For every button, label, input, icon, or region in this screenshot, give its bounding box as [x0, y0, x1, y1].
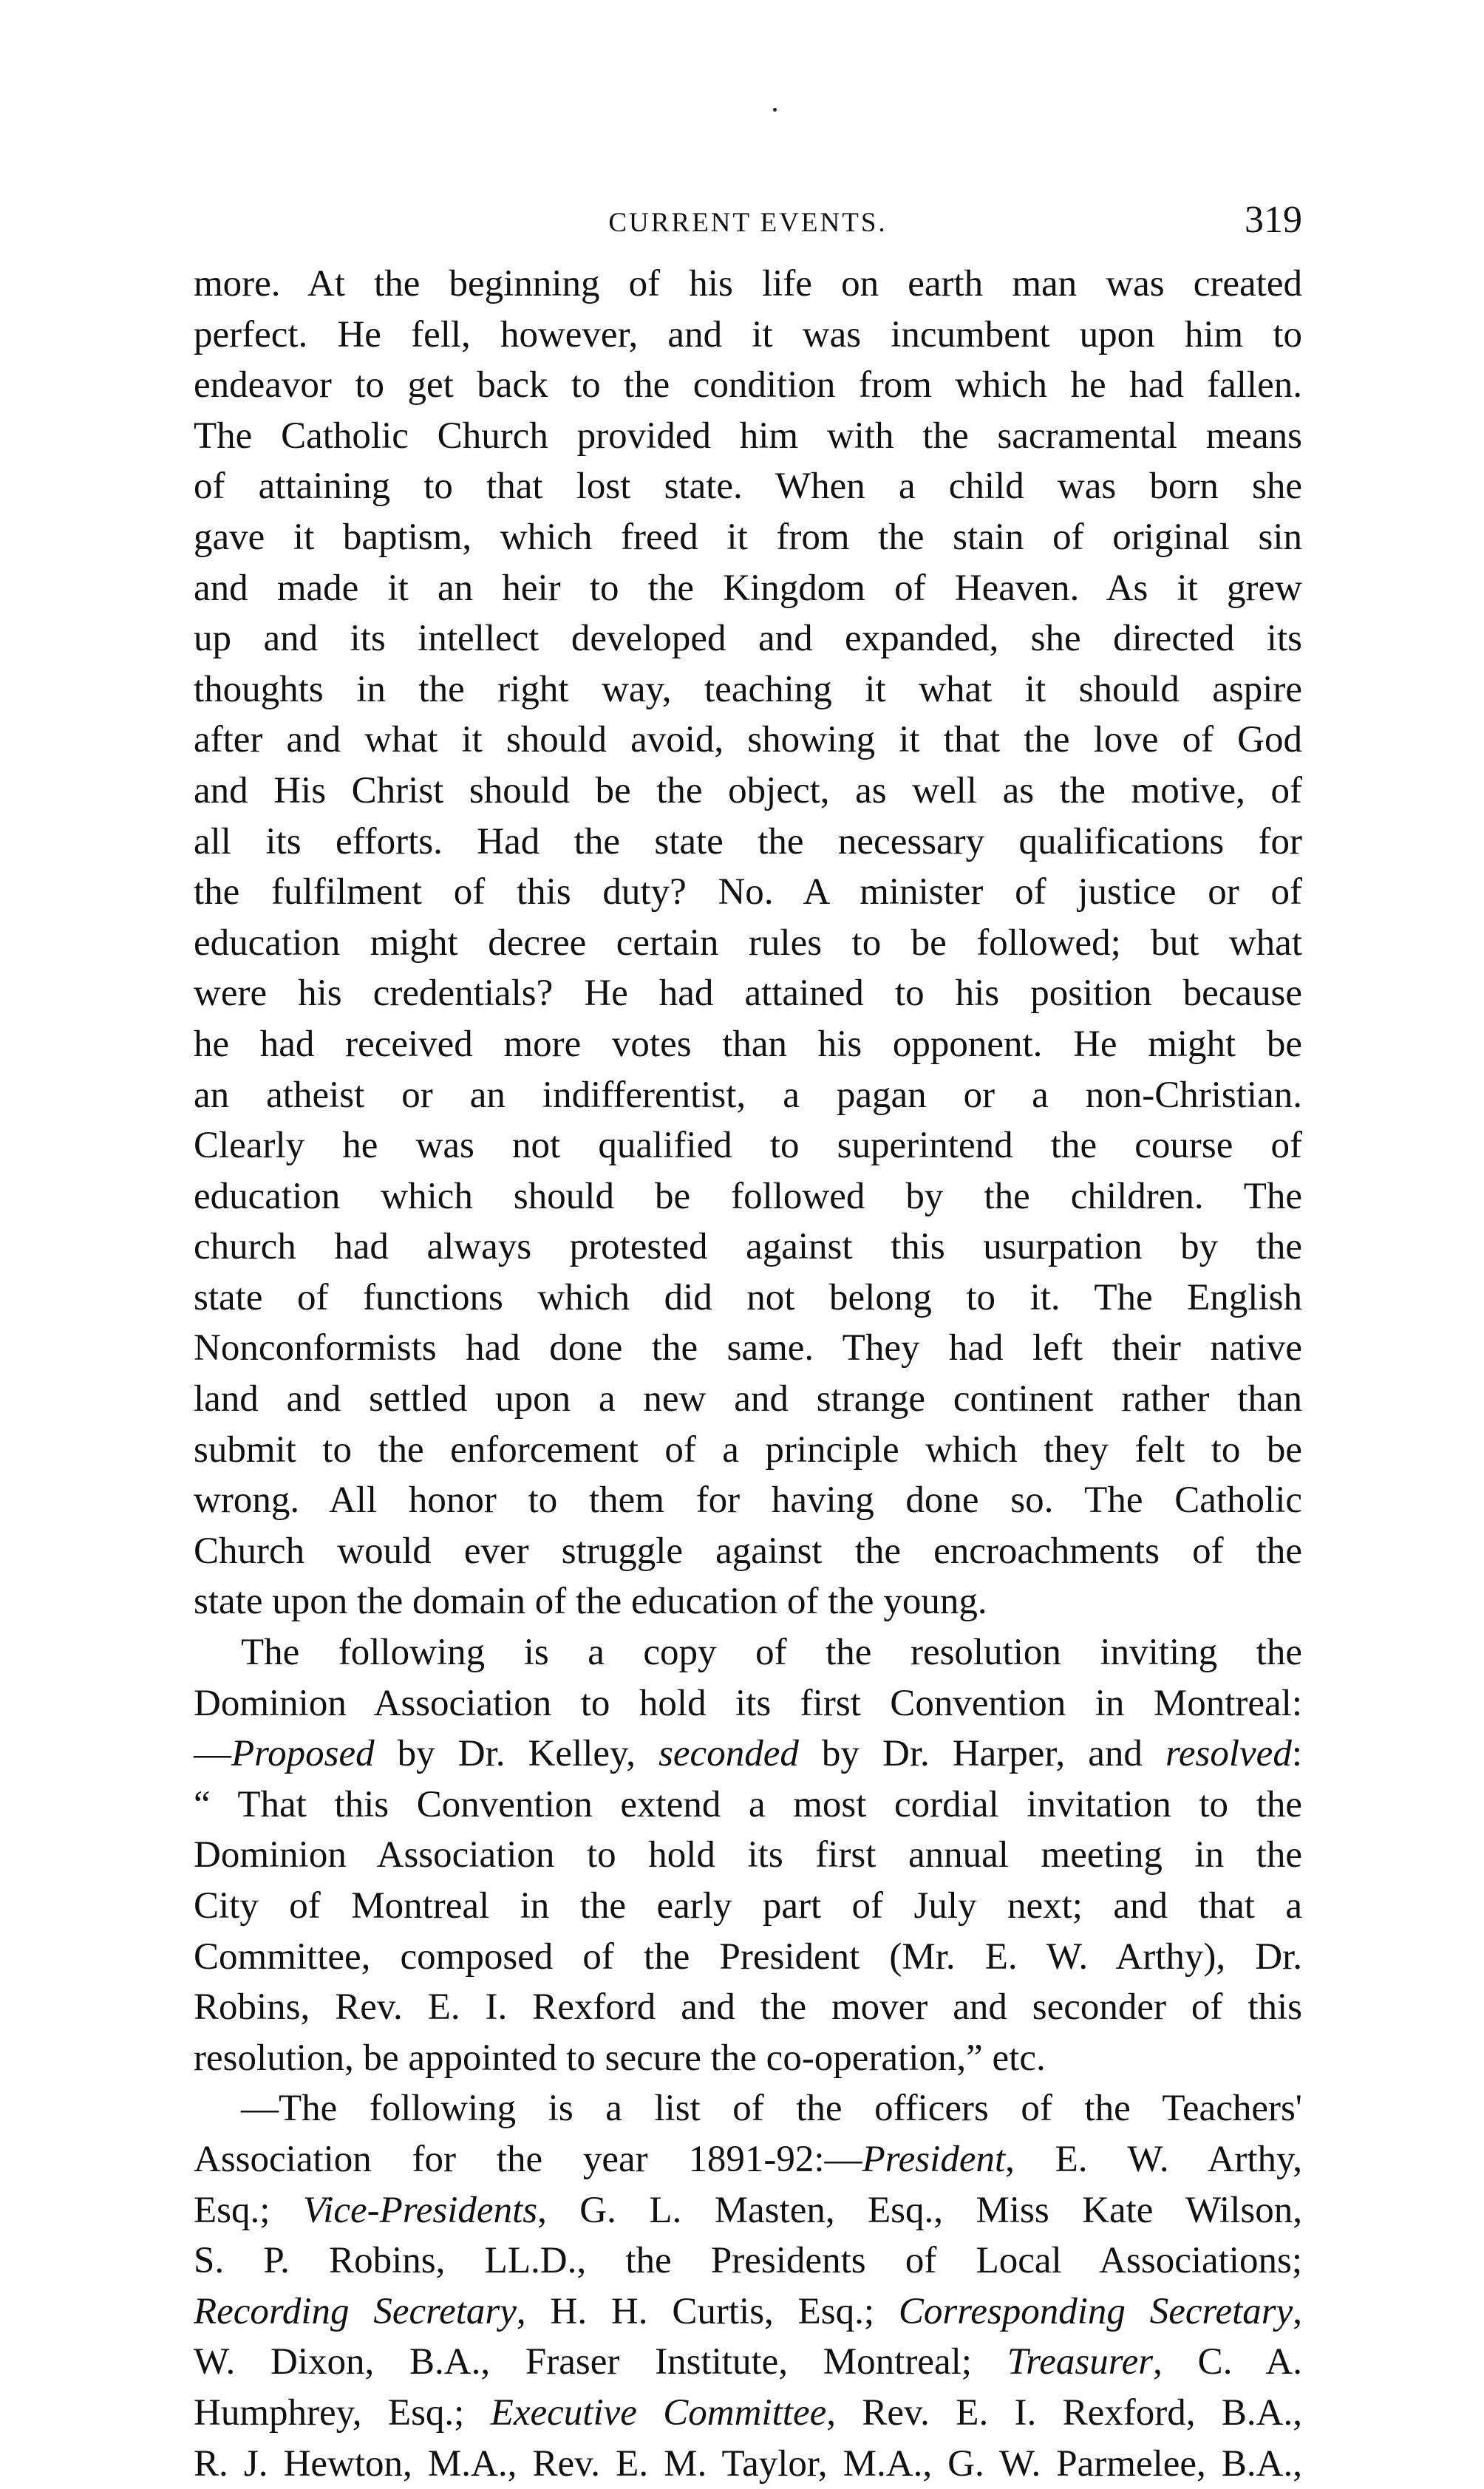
text-line: —The following is a list of the officers of the Teachers'	[241, 2088, 1302, 2130]
text-line	[194, 2185, 1302, 2236]
text-line: were his credentials? He had attained to his position because	[194, 973, 1302, 1015]
body-text	[194, 259, 1302, 2489]
text-line: after and what it should avoid, showing it that the love of God	[194, 719, 1302, 761]
text-line: endeavor to get back to the condition from which he had fallen.	[194, 364, 1302, 406]
text-line: up and its intellect developed and expanded, she directed its	[194, 618, 1302, 660]
italic-run: Recording Secretary	[194, 2290, 517, 2332]
text-run: , Rev. E. I. Rexford, B.A.,	[826, 2391, 1302, 2434]
text-line	[194, 2388, 1302, 2439]
text-line: and His Christ should be the object, as well as the motive, of	[194, 769, 1302, 811]
text-line	[194, 2134, 1302, 2185]
text-line: the fulfilment of this duty? No. A minister of justice or of	[194, 871, 1302, 913]
text-line: R. J. Hewton, M.A., Rev. E. M. Taylor, M.A., G. W. Parmelee, B.A.,	[194, 2442, 1302, 2485]
text-line: The Catholic Church provided him with the sacramental means	[194, 415, 1302, 457]
text-line: all its efforts. Had the state the necessary qualifications for	[194, 820, 1302, 862]
text-line: an atheist or an indifferentist, a pagan or a non-Christian.	[194, 1074, 1302, 1116]
text-line: state upon the domain of the education of the young.	[194, 1581, 987, 1623]
text-run: —	[194, 1733, 231, 1775]
text-run: W. Dixon, B.A., Fraser Institute, Montreal;	[194, 2341, 1007, 2383]
text-line: The following is a copy of the resolution inviting the	[241, 1632, 1302, 1674]
text-run: by Dr. Harper, and	[798, 1733, 1165, 1775]
text-line	[194, 1729, 1302, 1780]
text-line: Robins, Rev. E. I. Rexford and the mover and seconder of this	[194, 1986, 1302, 2029]
text-line: submit to the enforcement of a principle which they felt to be	[194, 1429, 1302, 1471]
text-line: “ That this Convention extend a most cordial invitation to the	[194, 1783, 1302, 1825]
italic-run: seconded	[658, 1733, 799, 1775]
text-run: ,	[1293, 2290, 1302, 2332]
italic-run: Vice-Presidents	[302, 2189, 538, 2231]
text-line: Committee, composed of the President (Mr. E. W. Arthy), Dr.	[194, 1935, 1302, 1978]
running-head	[194, 194, 1302, 253]
text-line: of attaining to that lost state. When a child was born she	[194, 466, 1302, 508]
text-line	[194, 2287, 1302, 2338]
text-line	[194, 2337, 1302, 2388]
text-run: , E. W. Arthy,	[1005, 2138, 1302, 2180]
text-run: , H. H. Curtis, Esq.;	[516, 2290, 899, 2332]
text-line: education which should be followed by the children. The	[194, 1175, 1302, 1217]
text-line: he had received more votes than his opponent. He might be	[194, 1023, 1302, 1065]
text-run: Esq.;	[194, 2189, 303, 2231]
italic-run: President	[862, 2138, 1006, 2180]
text-run: :	[1291, 1733, 1302, 1775]
text-run: Humphrey, Esq.;	[194, 2391, 491, 2434]
running-title: CURRENT EVENTS.	[608, 208, 888, 238]
text-line: perfect. He fell, however, and it was incumbent upon him to	[194, 313, 1302, 355]
italic-run: Executive Committee	[490, 2391, 827, 2434]
page-number: 319	[1245, 199, 1302, 241]
text-line: and made it an heir to the Kingdom of Heaven. As it grew	[194, 567, 1302, 609]
text-line: education might decree certain rules to be followed; but what	[194, 922, 1302, 964]
text-line: more. At the beginning of his life on earth man was created	[194, 263, 1302, 304]
text-line: Nonconformists had done the same. They had left their native	[194, 1327, 1302, 1369]
printer-mark	[773, 108, 777, 112]
text-line: church had always protested against this usurpation by the	[194, 1226, 1302, 1268]
text-run: , C. A.	[1153, 2341, 1302, 2383]
text-line: S. P. Robins, LL.D., the Presidents of Local Associations;	[194, 2240, 1302, 2282]
text-run: , G. L. Masten, Esq., Miss Kate Wilson,	[537, 2189, 1302, 2231]
text-line: gave it baptism, which freed it from the stain of original sin	[194, 516, 1302, 558]
text-line: Church would ever struggle against the encroachments of the	[194, 1530, 1302, 1572]
italic-run: Proposed	[231, 1733, 375, 1775]
text-line: Dominion Association to hold its first Convention in Montreal:	[194, 1682, 1302, 1724]
text-run: Association for the year 1891-92:—	[194, 2138, 862, 2180]
text-line: Clearly he was not qualified to superintend the course of	[194, 1125, 1302, 1167]
text-line: thoughts in the right way, teaching it what it should aspire	[194, 668, 1302, 710]
text-line: City of Montreal in the early part of July next; and that a	[194, 1885, 1302, 1927]
text-line: Dominion Association to hold its first annual meeting in the	[194, 1834, 1302, 1876]
text-line: land and settled upon a new and strange continent rather than	[194, 1378, 1302, 1420]
italic-run: resolved	[1165, 1733, 1292, 1775]
text-line: wrong. All honor to them for having done so. The Catholic	[194, 1480, 1302, 1522]
text-line: state of functions which did not belong to it. The English	[194, 1276, 1302, 1318]
italic-run: Treasurer	[1007, 2341, 1154, 2383]
italic-run: Corresponding Secretary	[898, 2290, 1293, 2332]
text-line: resolution, be appointed to secure the co-operation,” etc.	[194, 2037, 1046, 2079]
text-run: by Dr. Kelley,	[374, 1733, 659, 1775]
